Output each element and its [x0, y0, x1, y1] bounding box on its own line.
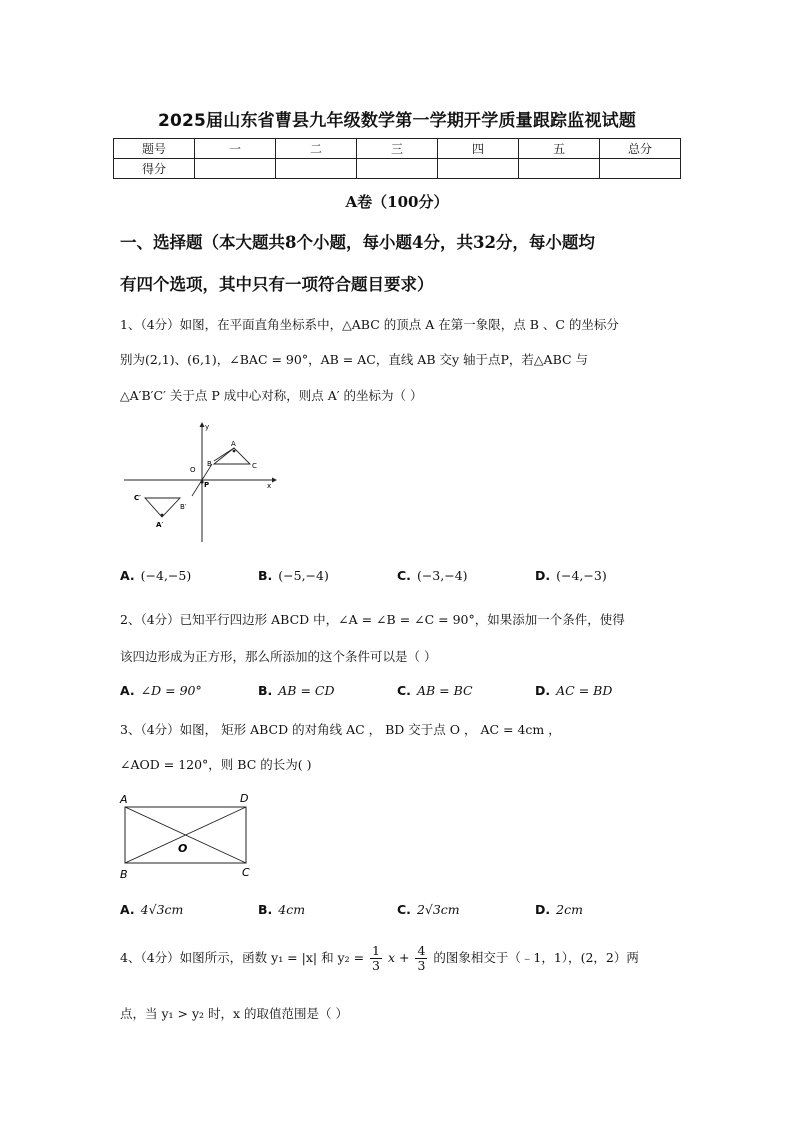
x-axis-arrow	[272, 478, 277, 483]
triangle-abc	[214, 448, 250, 464]
q2-line2: 该四边形成为正方形，那么所添加的这个条件可以是（ ）	[120, 649, 437, 664]
score-cell: 二	[276, 139, 357, 159]
label-a-prime: A′	[156, 521, 164, 529]
fraction-one-third: $\frac{1}{3}$	[372, 943, 380, 973]
y-axis-arrow	[200, 422, 205, 427]
q3-line1: 3、（4分）如图， 矩形 ABCD 的对角线 AC ， BD 交于点 O ， AC = 4cm ，	[120, 722, 561, 737]
label-b: B	[120, 868, 128, 881]
score-cell: 一	[195, 139, 276, 159]
score-header-row	[114, 139, 681, 159]
label-p: P	[204, 481, 210, 489]
point-a2	[161, 514, 164, 517]
q2-option-c[interactable]: C. AB = BC	[397, 683, 473, 698]
q1-line1: 1、（4分）如图，在平面直角坐标系中，△ABC 的顶点 A 在第一象限，点 B 、C 的坐标分	[120, 317, 619, 332]
q3-option-c[interactable]: C. 2√3cm	[397, 902, 460, 917]
score-cell: 总分	[600, 139, 681, 159]
score-blank	[519, 159, 600, 179]
y-axis-label: y	[205, 423, 210, 431]
score-cell: 五	[519, 139, 600, 159]
q3-option-a[interactable]: A. 4√3cm	[120, 902, 184, 917]
q1-line3: △A′B′C′ 关于点 P 成中心对称，则点 A′ 的坐标为（ ）	[120, 388, 423, 403]
score-blank	[276, 159, 357, 179]
q3-option-d[interactable]: D. 2cm	[535, 902, 583, 917]
part1-heading-line1: 一、选择题（本大题共8个小题，每小题4分，共32分，每小题均	[120, 233, 595, 252]
score-blank	[357, 159, 438, 179]
score-cell: 题号	[114, 139, 195, 159]
q4-line1-post: 的图象相交于（﹣1，1），(2，2）两	[433, 950, 639, 965]
label-d: D	[240, 792, 249, 805]
point-a	[233, 450, 236, 453]
q3-line2: ∠AOD = 120°，则 BC 的长为( )	[120, 757, 312, 772]
score-blank	[195, 159, 276, 179]
score-blank	[438, 159, 519, 179]
x-axis-label: x	[267, 482, 272, 490]
label-c: C	[252, 462, 257, 470]
score-cell: 三	[357, 139, 438, 159]
label-a: A	[231, 440, 236, 448]
score-table	[113, 138, 681, 179]
exam-title: 2025届山东省曹县九年级数学第一学期开学质量跟踪监视试题	[157, 111, 637, 131]
q1-option-b[interactable]: B. (−5,−4)	[258, 568, 329, 583]
score-value-row	[114, 159, 681, 179]
q1-line2: 别为(2,1)、(6,1)，∠BAC = 90°，AB = AC，直线 AB 交y 轴于点P，若△ABC 与	[120, 352, 589, 367]
part1-heading-line2: 有四个选项，其中只有一项符合题目要求）	[120, 275, 434, 294]
label-a: A	[120, 793, 128, 806]
label-o: O	[178, 842, 188, 855]
q2-line1: 2、（4分）已知平行四边形 ABCD 中，∠A = ∠B = ∠C = 90°，如果添加一个条件，使得	[120, 612, 625, 627]
q3-rectangle-figure	[116, 790, 261, 882]
label-b: B	[207, 460, 212, 468]
q4-line2: 点，当 y₁ > y₂ 时，x 的取值范围是（ ）	[120, 1006, 349, 1021]
q1-option-d[interactable]: D. (−4,−3)	[535, 568, 607, 583]
label-c: C	[242, 866, 250, 879]
q4-line1-pre: 4、（4分）如图所示，函数 y₁ = |x| 和 y₂ =	[120, 950, 365, 965]
q2-option-b[interactable]: B. AB = CD	[258, 683, 335, 698]
origin-label: O	[190, 466, 196, 474]
score-blank	[600, 159, 681, 179]
section-a-title: A卷（100分）	[345, 193, 449, 211]
label-b-prime: B′	[180, 503, 187, 511]
q1-option-a[interactable]: A. (−4,−5)	[120, 568, 192, 583]
fraction-four-thirds: $\frac{4}{3}$	[417, 943, 426, 973]
score-label: 得分	[114, 159, 195, 179]
q2-option-a[interactable]: A. ∠D = 90°	[120, 683, 202, 698]
q1-option-c[interactable]: C. (−3,−4)	[397, 568, 468, 583]
q2-option-d[interactable]: D. AC = BD	[535, 683, 613, 698]
score-cell: 四	[438, 139, 519, 159]
q3-option-b[interactable]: B. 4cm	[258, 902, 306, 917]
q4-line1	[120, 944, 639, 973]
label-c-prime: C′	[134, 494, 141, 502]
q1-coordinate-figure	[122, 420, 282, 545]
q4-line1-mid: x +	[387, 950, 410, 965]
